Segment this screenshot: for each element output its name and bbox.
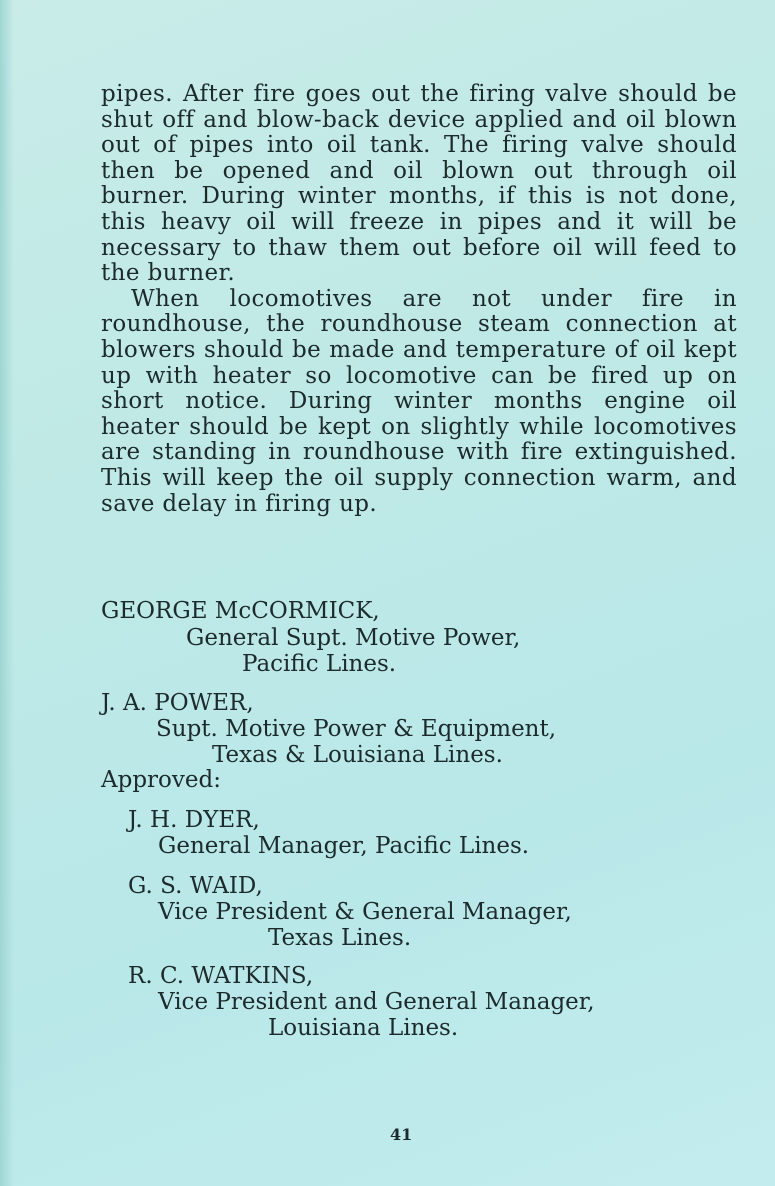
signature-waid-title-1: Vice President & General Manager,: [158, 899, 572, 925]
signature-power-title-2: Texas & Louisiana Lines.: [212, 742, 503, 768]
signature-mccormick-name: GEORGE McCORMICK,: [101, 598, 380, 624]
body-text: [101, 82, 737, 517]
paragraph-1: pipes. After fire goes out the firing valve should be shut off and blow-back device applied and oil blown out of pipes into oil tank. The firing valve should then be opened and oil blown out through oil burner. During winter months, if this is not done, this heavy oil will freeze in pipes and it will be necessary to thaw them out before oil will feed to the burner.: [101, 81, 737, 287]
signature-dyer-name: J. H. DYER,: [128, 807, 260, 833]
signature-watkins-name: R. C. WATKINS,: [128, 963, 314, 989]
page-edge-shadow: [0, 0, 14, 1186]
signature-watkins-title-2: Louisiana Lines.: [268, 1015, 459, 1041]
page-number: 41: [390, 1125, 413, 1144]
signature-mccormick-title-1: General Supt. Motive Power,: [186, 625, 521, 651]
signature-waid-name: G. S. WAID,: [128, 873, 263, 899]
signature-watkins-title-1: Vice President and General Manager,: [158, 989, 595, 1015]
signature-waid-title-2: Texas Lines.: [268, 925, 412, 951]
signature-power-name: J. A. POWER,: [101, 690, 254, 716]
approved-label: Approved:: [101, 767, 221, 793]
signature-mccormick-title-2: Pacific Lines.: [242, 651, 397, 677]
paragraph-2: When locomotives are not under fire in roundhouse, the roundhouse steam connection at blowers should be made and temperature of oil kept up with heater so locomotive can be fired up on short notice. During winter months engine oil heater should be kept on slightly while locomotives are standing in roundhouse with fire extinguished. This will keep the oil supply connection warm, and save delay in firing up.: [101, 285, 737, 517]
signature-power-title-1: Supt. Motive Power & Equipment,: [156, 716, 557, 742]
signature-dyer-title-1: General Manager, Pacific Lines.: [158, 833, 530, 859]
